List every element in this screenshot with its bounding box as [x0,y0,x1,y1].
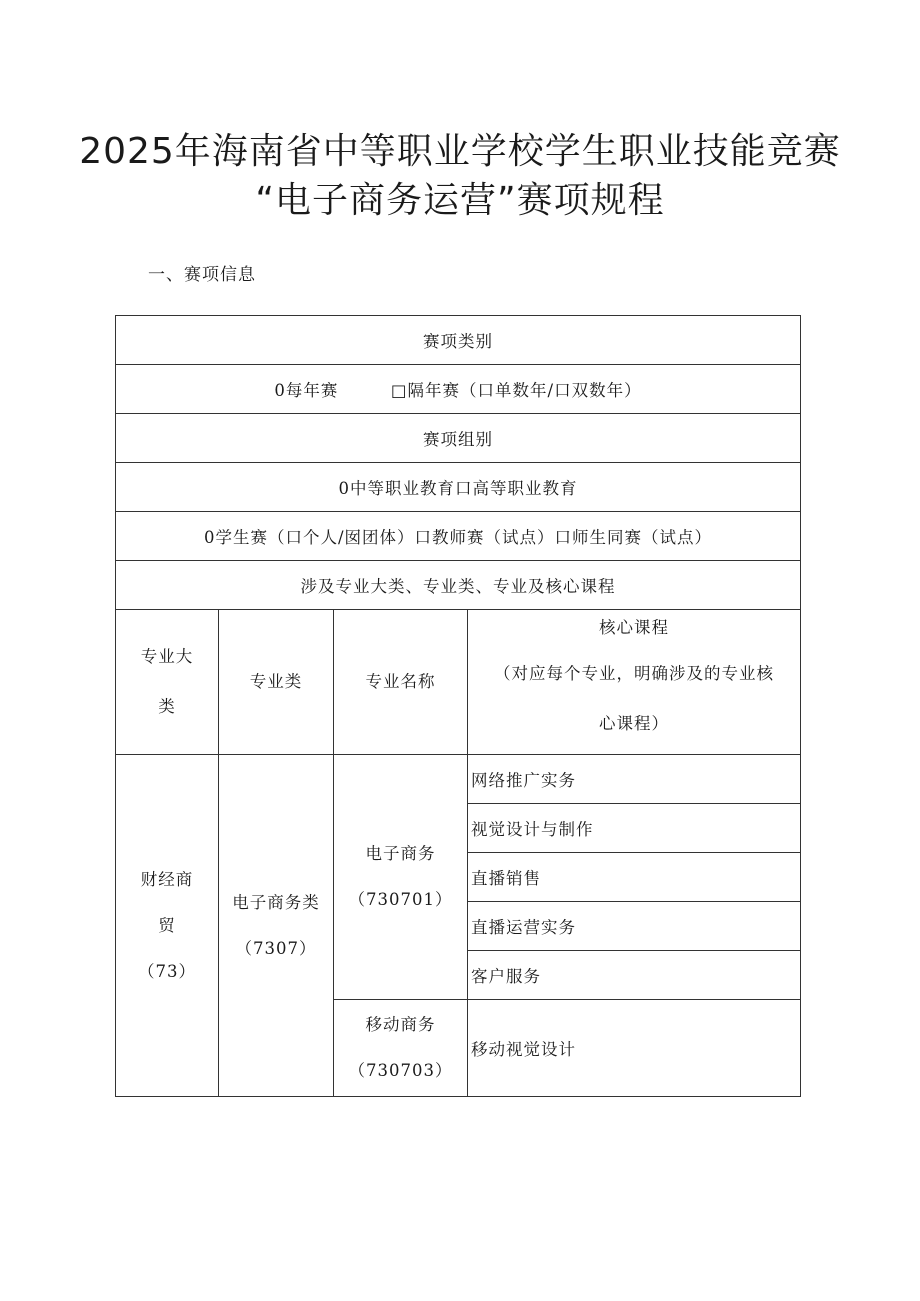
category-header: 赛项类别 [116,316,801,365]
table-row [116,463,801,512]
table-row [116,561,801,610]
competition-info-table [115,315,801,1097]
column-header-major-name: 专业名称 [334,610,468,755]
core-course: 直播销售 [468,853,801,902]
major-name-ecommerce: 电子商务（730701） [334,755,468,1000]
section-heading: 一、赛项信息 [148,265,256,285]
column-header-major-class: 专业类 [219,610,334,755]
major-category-value: 财经商贸（73） [116,755,219,1097]
major-name-mobile-commerce: 移动商务（730703） [334,1000,468,1097]
column-header-major-category: 专业大类 [116,610,219,755]
group-header: 赛项组别 [116,414,801,463]
table-row [116,512,801,561]
core-course: 客户服务 [468,951,801,1000]
document-title-line1: 2025年海南省中等职业学校学生职业技能竞赛 [79,131,841,172]
competition-options: 0学生赛（口个人/囡团体）口教师赛（试点）口师生同赛（试点） [116,512,801,561]
table-row [116,365,801,414]
table-row [116,755,801,804]
core-course: 移动视觉设计 [468,1000,801,1097]
core-course: 直播运营实务 [468,902,801,951]
document-title-line2: “电子商务运营”赛项规程 [255,180,665,221]
core-course: 网络推广实务 [468,755,801,804]
education-options: 0中等职业教育口高等职业教育 [116,463,801,512]
table-header-row [116,610,801,755]
major-class-value: 电子商务类（7307） [219,755,334,1097]
category-options: 0每年赛 □隔年赛（口单数年/口双数年） [116,365,801,414]
column-header-core-course: 核心课程 （对应每个专业，明确涉及的专业核心课程） [468,610,801,755]
table-row [116,414,801,463]
scope-header: 涉及专业大类、专业类、专业及核心课程 [116,561,801,610]
core-course: 视觉设计与制作 [468,804,801,853]
table-row [116,316,801,365]
